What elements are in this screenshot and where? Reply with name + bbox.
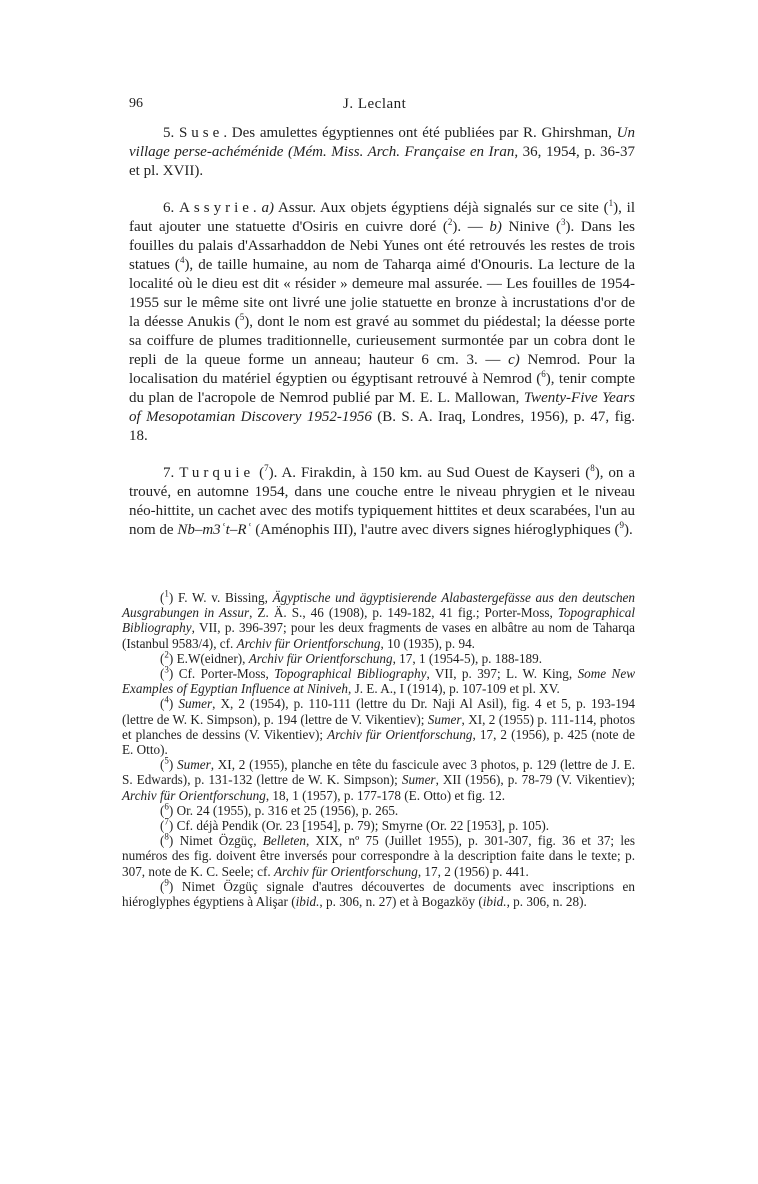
- text-run: , XI, 2 (1955), planche en tête du fascicule avec 3 photos, p. 129 (lettre de J. E. S. Edwards), p. 131-132 (lettre de W. K. Simpson);: [122, 757, 635, 788]
- text-run: (B. S. A. Iraq, Londres, 1956), p. 47, fig. 18.: [129, 409, 635, 444]
- text-run: Ninive (: [501, 219, 561, 235]
- section-label: a): [261, 200, 275, 216]
- italic-title: Archiv für Orientforschung: [122, 787, 266, 803]
- italic-title: Belleten: [262, 833, 306, 849]
- footnote-number: 5: [164, 755, 169, 766]
- paragraph-number: 6.: [163, 200, 175, 216]
- paragraph-number: 5.: [163, 125, 175, 141]
- italic-title: Twenty-Five Years of Mesopotamian Discovery 1952-1956: [129, 390, 635, 425]
- footnote-ref: 5: [239, 312, 245, 322]
- footnote-number: 7: [164, 816, 169, 827]
- page-number: 96: [129, 96, 143, 111]
- footnote-3: ($^3$) Cf. Porter-Moss, Topographical Bibliography, VII, p. 397; L. W. King, Some New Examples of Egyptian Influence at Niniveh, J. E. A., I (1914), p. 107-109 et pl. XV.: [122, 664, 635, 697]
- footnote-ref: 1: [608, 198, 614, 208]
- footnote-5: ($^5$) Sumer, XI, 2 (1955), planche en tête du fascicule avec 3 photos, p. 129 (lettre de J. E. S. Edwards), p. 131-132 (lettre de W. K. Simpson); Sumer, XII (1956), p. 78-79 (V. Vikentiev); Archiv für Orientforschung, 18, 1 (1957), p. 177-178 (E. Otto) et fig. 12.: [122, 755, 635, 803]
- paragraph-turquie: 7. Turquie ($^7$). A. Firakdin, à 150 km. au Sud Ouest de Kayseri ($^8$), on a trouvé, en automne 1954, dans une couche entre le niveau phrygien et le niveau néo-hittite, un cachet avec des motifs typiquement hittites et deux scarabées, l'un au nom de Nb–m3ʿt–Rʿ (Aménophis III), l'autre avec divers signes hiéroglyphiques ($^9$).: [129, 463, 636, 538]
- italic-title: Topographical Bibliography: [274, 666, 427, 682]
- text-run: , 18, 1 (1957), p. 177-178 (E. Otto) et fig. 12.: [265, 787, 505, 803]
- text-run: , XII (1956), p. 78-79 (V. Vikentiev);: [435, 772, 635, 788]
- paragraph-suse: [129, 124, 635, 181]
- italic-title: Un village perse-achéménide (Mém. Miss. Arch. Française en Iran: [129, 125, 635, 160]
- page-header: [129, 96, 635, 118]
- italic-title: Archiv für Orientforschung: [274, 863, 418, 879]
- italic-title: ibid.: [295, 894, 320, 910]
- running-head: J. Leclant: [343, 96, 407, 112]
- text-run: , p. 306, n. 28).: [506, 894, 587, 910]
- text-run: , Z. Ä. S., 46 (1908), p. 149-182, 41 fig.; Porter-Moss,: [249, 605, 558, 621]
- footnote-number: 4: [164, 695, 169, 706]
- text-run: ). Dans les fouilles du palais d'Assarhaddon de Nebi Yunes ont été retrouvés les restes de trois statues (: [129, 219, 635, 273]
- text-run: ), il faut ajouter une statuette d'Osiris en cuivre doré (: [129, 200, 636, 235]
- text-run: , p. 306, n. 27) et à Bogazköy (: [319, 894, 483, 910]
- text-run: Cf. Porter-Moss,: [173, 666, 275, 682]
- text-run: , 17, 2 (1956), p. 425 (note de E. Otto).: [122, 726, 636, 758]
- footnote-number: 3: [164, 664, 169, 675]
- italic-title: Some New Examples of Egyptian Influence at Niniveh: [122, 666, 635, 697]
- body-text: [129, 124, 635, 558]
- paragraph-assyrie: [129, 199, 635, 446]
- text-run: . A. Firakdin, à 150 km. au Sud Ouest de Kayseri (: [273, 465, 591, 481]
- italic-title: ibid.: [482, 894, 507, 910]
- text-run: , 17, 2 (1956) p. 441.: [417, 863, 529, 879]
- footnote-number: 2: [164, 649, 169, 660]
- paragraph-number: 7.: [163, 465, 175, 481]
- footnote-ref: 8: [590, 463, 595, 473]
- text-run: Or. 24 (1955), p. 316 et 25 (1956), p. 265.: [173, 802, 399, 818]
- text-run: F. W. v. Bissing,: [173, 590, 273, 605]
- section-label: b): [489, 219, 502, 235]
- text-run: ), dont le nom est gravé au sommet du piédestal; la déesse porte sa coiffure de plumes traditionnelle, curieusement surmontée par un cobra dont le repli de la queue forme un anneau; hauteur 6 cm. 3. —: [129, 314, 635, 368]
- text-run: , XIX, nº 75 (Juillet 1955), p. 301-307, fig. 36 et 37; les numéros des fig. doivent être inversés pour correspondre à la description faite dans le texte; p. 307, note de K. C. Seele; cf.: [122, 833, 635, 879]
- footnote-6: ($^6$) Or. 24 (1955), p. 316 et 25 (1956), p. 265.: [160, 801, 399, 818]
- footnote-1: ($^1$) F. W. v. Bissing, Ägyptische und ägyptisierende Alabastergefässe aus den deutschen Ausgrabungen in Assur, Z. Ä. S., 46 (1908), p. 149-182, 41 fig.; Porter-Moss, Topographical Bibliography, VII, p. 396-397; pour les deux fragments de vases en albâtre au nom de Taharqa (Istanbul 9583/4), cf. Archiv für Orientforschung, 10 (1935), p. 94.: [122, 588, 635, 651]
- text-run: ). —: [452, 219, 490, 235]
- footnote-ref: 7: [264, 463, 269, 473]
- text-run: . Des amulettes égyptiennes ont été publiées par R. Ghirshman,: [223, 125, 617, 141]
- place-heading: Assyrie: [179, 200, 253, 216]
- text-run: Nimet Özgüç,: [173, 833, 263, 849]
- text-run: (Aménophis III), l'autre avec divers signes hiéroglyphiques (: [251, 522, 620, 538]
- italic-title: Topographical Bibliography: [122, 605, 635, 636]
- text-run: , 36, 1954, p. 36-37 et pl. XVII).: [129, 144, 635, 179]
- text-run: Assur. Aux objets égyptiens déjà signalés sur ce site (: [274, 200, 609, 216]
- footnote-2: ($^2$) E.W(eidner), Archiv für Orientforschung, 17, 1 (1954-5), p. 188-189.: [160, 649, 543, 666]
- text-run: ), tenir compte du plan de l'acropole de Nemrod publié par M. E. L. Mallowan,: [129, 371, 635, 406]
- text-run: , J. E. A., I (1914), p. 107-109 et pl. XV.: [347, 681, 560, 697]
- text-run: , X, 2 (1954), p. 110-111 (lettre du Dr. Naji Al Asil), fig. 4 et 5, p. 193-194 (lettre de W. K. Simpson), p. 194 (lettre de V. Vikentiev);: [122, 696, 636, 727]
- text-run: , VII, p. 396-397; pour les deux fragments de vases en albâtre au nom de Taharqa (Istanbul 9583/4), cf.: [122, 620, 635, 651]
- place-heading: Turquie: [179, 465, 255, 481]
- text-run: , 17, 1 (1954-5), p. 188-189.: [392, 650, 543, 666]
- text-run: ), de taille humaine, au nom de Taharqa aimé d'Onouris. La lecture de la localité où le dieu est dit « résider » demeure mal assurée. — Les fouilles de 1954-1955 sur le même site ont livré une jolie statuette en bronze à incrustations d'or de la déesse Anukis (: [129, 257, 635, 330]
- footnote-ref: 2: [447, 217, 453, 227]
- place-heading: Suse: [178, 125, 224, 141]
- footnotes: [122, 590, 635, 909]
- footnote-number: 8: [164, 831, 169, 842]
- text-run: , 10 (1935), p. 94.: [380, 635, 475, 651]
- footnote-4: ($^4$) Sumer, X, 2 (1954), p. 110-111 (lettre du Dr. Naji Al Asil), fig. 4 et 5, p. 193-194 (lettre de W. K. Simpson), p. 194 (lettre de V. Vikentiev); Sumer, XI, 2 (1955) p. 111-114, photos et planches de dessins (V. Vikentiev); Archiv für Orientforschung, 17, 2 (1956), p. 425 (note de E. Otto).: [122, 695, 636, 758]
- footnote-9: ($^9$) Nimet Özgüç signale d'autres découvertes de documents avec inscriptions en hiéroglyphes égyptiens à Alişar (ibid., p. 306, n. 27) et à Bogazköy (ibid., p. 306, n. 28).: [122, 877, 635, 910]
- footnote-ref: 9: [619, 520, 625, 530]
- footnote-number: 6: [164, 801, 169, 812]
- footnote-8: ($^8$) Nimet Özgüç, Belleten, XIX, nº 75 (Juillet 1955), p. 301-307, fig. 36 et 37; les numéros des fig. doivent être inversés pour correspondre à la description faite dans le texte; p. 307, note de K. C. Seele; cf. Archiv für Orientforschung, 17, 2 (1956) p. 441.: [122, 831, 635, 879]
- text-run: , VII, p. 397; L. W. King,: [426, 666, 578, 682]
- footnote-ref: 6: [541, 369, 546, 379]
- italic-title: Archiv für Orientforschung: [248, 650, 393, 666]
- footnote-ref: 4: [179, 255, 185, 265]
- italic-title: Nb–m3ʿt–Rʿ: [177, 522, 252, 538]
- italic-title: Sumer: [177, 757, 211, 773]
- text-run: ), on a trouvé, en automne 1954, dans une couche entre le niveau phrygien et le niveau néo-hittite, un cachet avec des motifs typiquement hittites et deux scarabées, l'un au nom de: [129, 465, 636, 538]
- text-run: Nemrod. Pour la localisation du matériel égyptien ou égyptisant retrouvé à Nemrod (: [129, 352, 635, 387]
- italic-title: Archiv für Orientforschung: [327, 726, 473, 742]
- footnote-number: 9: [164, 877, 169, 888]
- text-run: E.W(eidner),: [173, 650, 249, 666]
- footnote-7: ($^7$) Cf. déjà Pendik (Or. 23 [1954], p. 79); Smyrne (Or. 22 [1953], p. 105).: [160, 816, 550, 834]
- footnote-number: 1: [164, 588, 169, 599]
- text-run: ).: [624, 522, 633, 538]
- text-run: , XI, 2 (1955) p. 111-114, photos et planches de dessins (V. Vikentiev);: [122, 711, 635, 742]
- italic-title: Ägyptische und ägyptisierende Alabastergefässe aus den deutschen Ausgrabungen in Assur: [122, 590, 635, 621]
- italic-title: Sumer: [178, 696, 213, 712]
- italic-title: Sumer: [401, 772, 436, 788]
- italic-title: Sumer: [427, 711, 462, 727]
- text-run: Cf. déjà Pendik (Or. 23 [1954], p. 79); Smyrne (Or. 22 [1953], p. 105).: [173, 818, 550, 834]
- italic-title: Archiv für Orientforschung: [236, 635, 381, 651]
- section-label: c): [508, 352, 520, 368]
- footnote-ref: 3: [561, 217, 566, 227]
- text-run: Nimet Özgüç signale d'autres découvertes de documents avec inscriptions en hiéroglyphes égyptiens à Alişar (: [122, 878, 635, 910]
- text-run: .: [252, 200, 262, 216]
